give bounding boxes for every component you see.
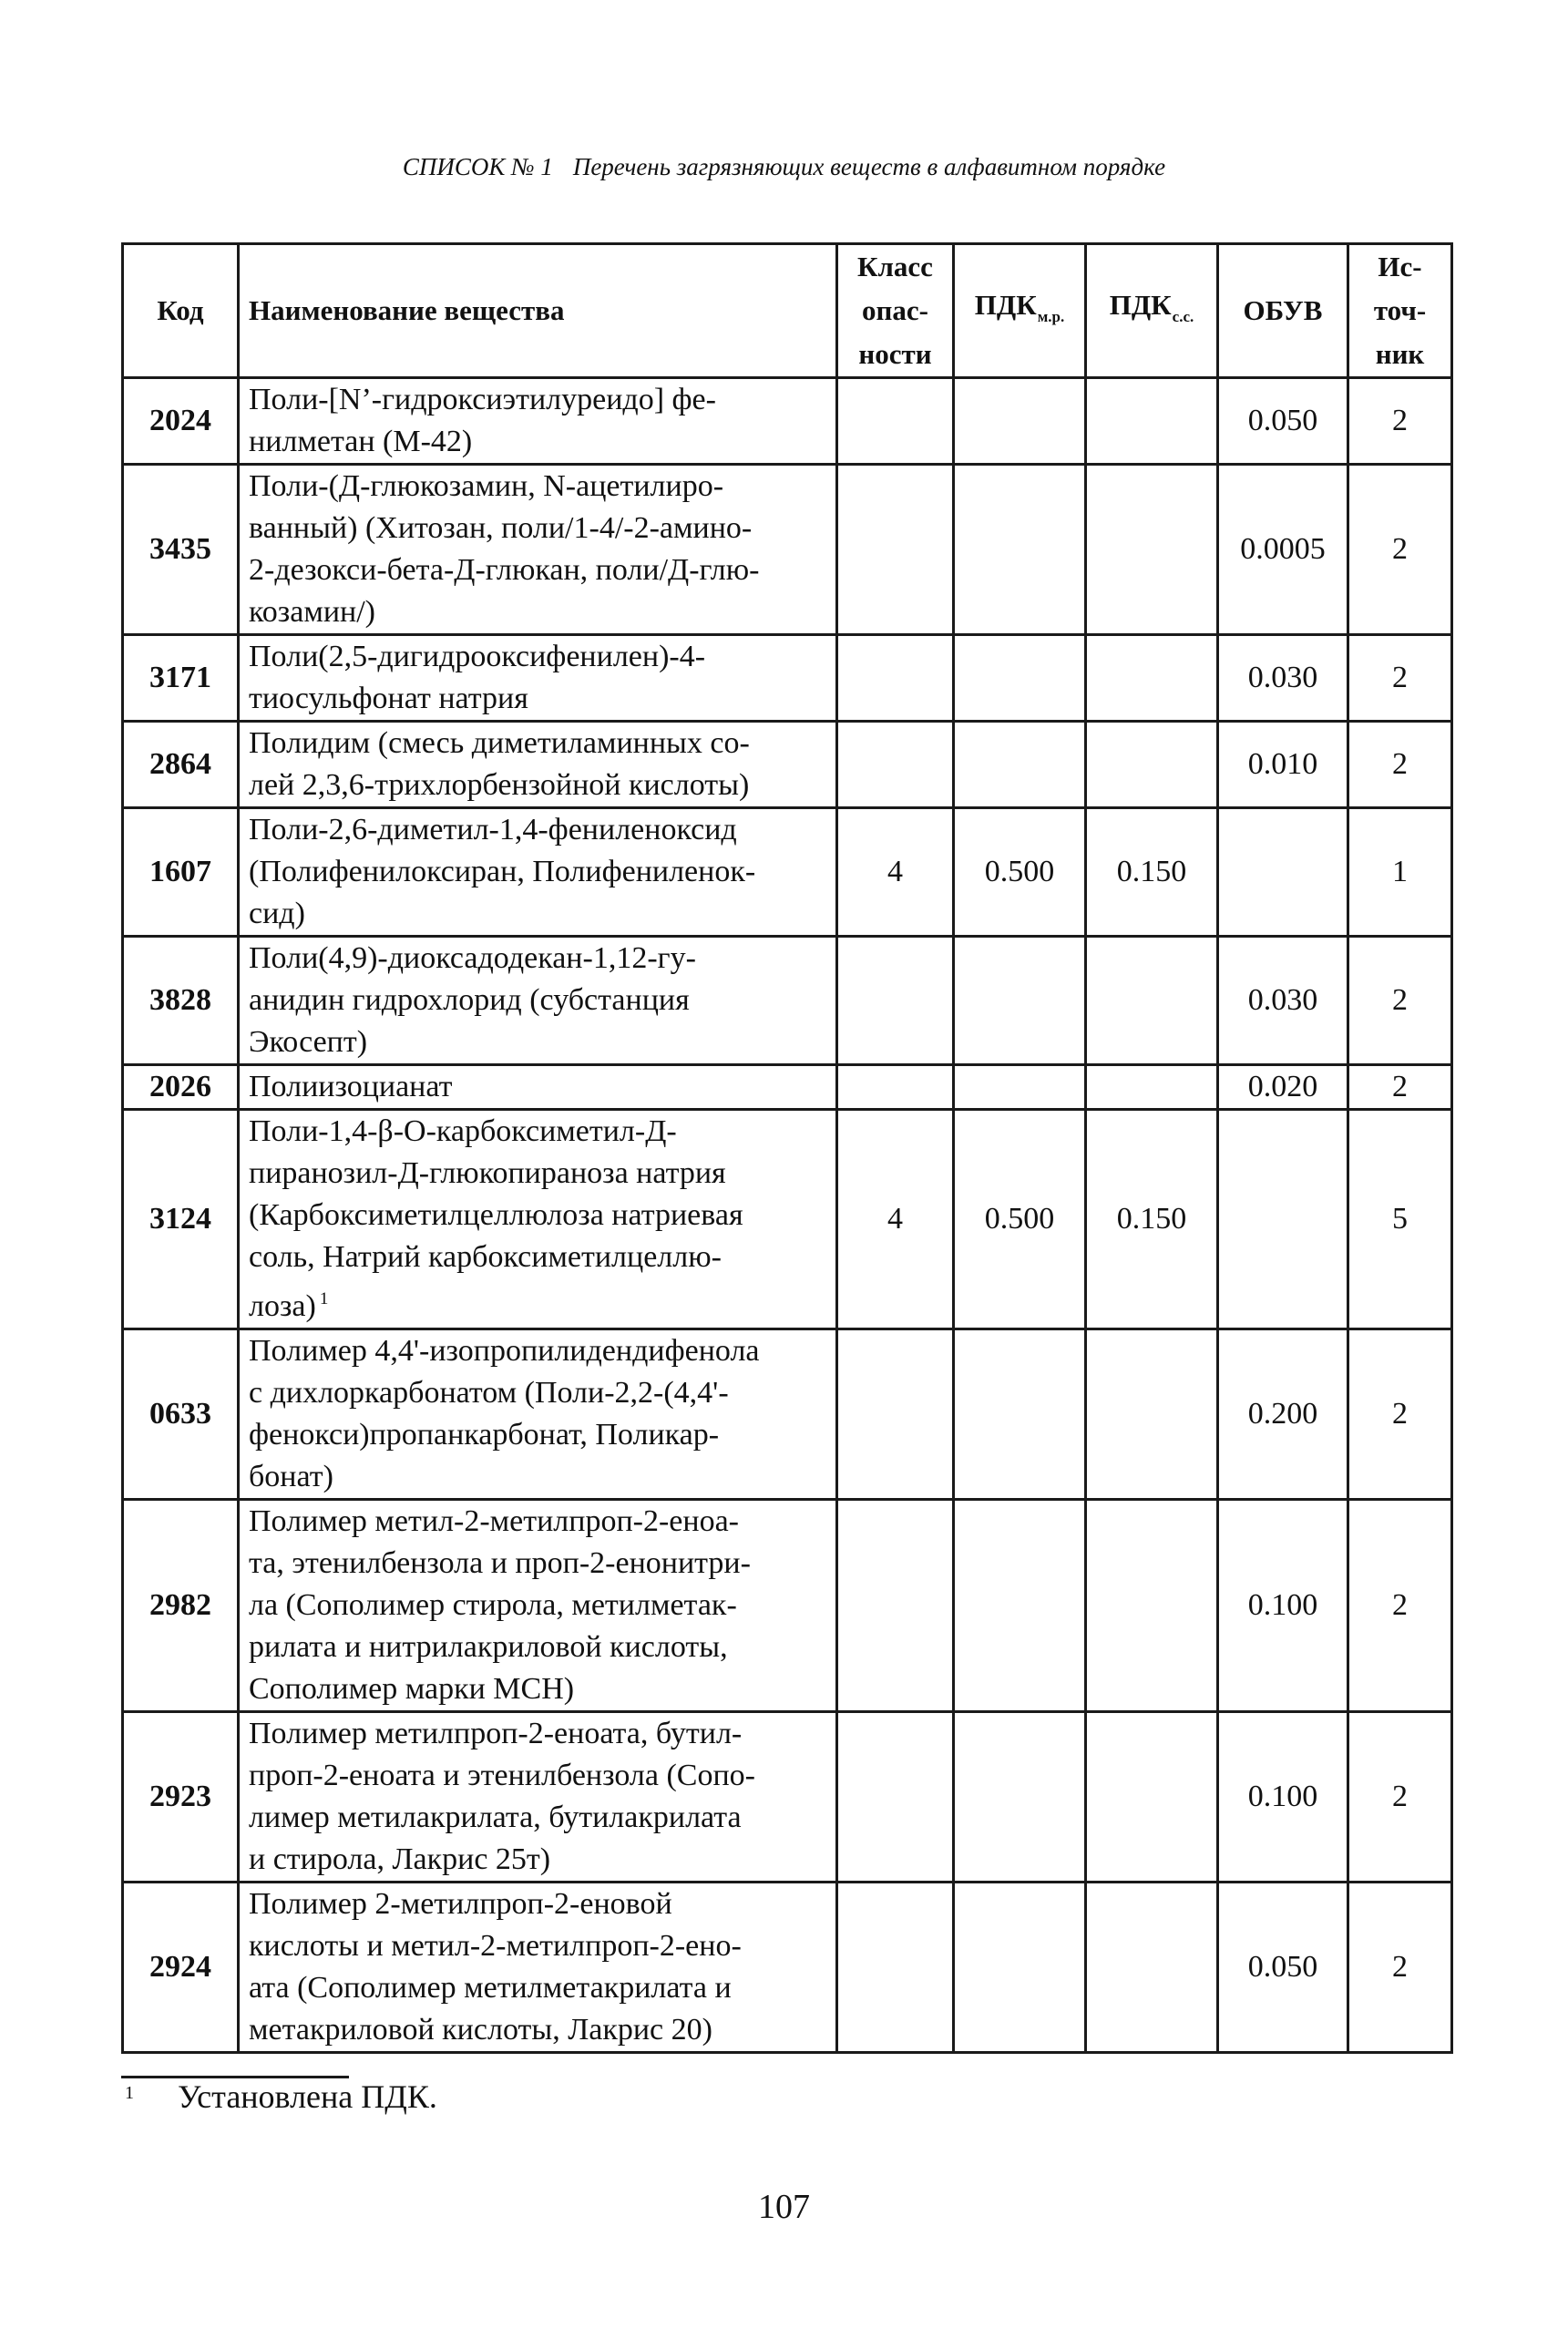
- substance-name-line: лимер метилакрилата, бутилакрилата: [249, 1801, 742, 1834]
- substance-name-line: Поли(2,5-дигидрооксифенилен)-4-: [249, 640, 706, 673]
- substance-name: [239, 722, 837, 808]
- table-row: [123, 378, 1452, 465]
- pdk-ss-value: [1086, 1712, 1218, 1883]
- obuv-value: [1218, 808, 1348, 937]
- substance-name-line: бонат): [249, 1460, 333, 1493]
- substance-name: [239, 635, 837, 722]
- pdk-ss-value: [1086, 1500, 1218, 1712]
- hazard-class: [837, 937, 954, 1065]
- col-header-source: Ис- точ- ник: [1348, 244, 1452, 378]
- pdk-mr-value: [954, 1065, 1086, 1110]
- substance-code: 2982: [123, 1500, 239, 1712]
- substance-name-line: проп-2-еноата и этенилбензола (Сопо-: [249, 1759, 755, 1792]
- substance-name: [239, 1712, 837, 1883]
- page-number: 107: [758, 2188, 810, 2226]
- substance-name-line: нилметан (М-42): [249, 425, 473, 458]
- substance-name-line: Полимер 4,4'-изопропилидендифенола: [249, 1334, 760, 1368]
- obuv-value: 0.200: [1218, 1329, 1348, 1500]
- substance-code: 1607: [123, 808, 239, 937]
- obuv-value: 0.050: [1218, 378, 1348, 465]
- pdk-mr-value: [954, 635, 1086, 722]
- pdk-mr-value: 0.500: [954, 1110, 1086, 1329]
- table-body: [123, 378, 1452, 2053]
- substance-name: [239, 808, 837, 937]
- substance-name-line: Полимер метилпроп-2-еноата, бутил-: [249, 1717, 743, 1750]
- pdk-ss-value: [1086, 635, 1218, 722]
- substance-name-line: с дихлоркарбонатом (Поли-2,2-(4,4'-: [249, 1376, 729, 1410]
- substance-name-line: Полимер 2-метилпроп-2-еновой: [249, 1887, 672, 1921]
- substance-name-line: ата (Сополимер метилметакрилата и: [249, 1971, 732, 2005]
- substance-name: [239, 1500, 837, 1712]
- list-title: Перечень загрязняющих веществ в алфавитном порядке: [572, 153, 1166, 180]
- pdk-ss-value: [1086, 1329, 1218, 1500]
- col-header-obuv: ОБУВ: [1218, 244, 1348, 378]
- substance-name-line: 2-дезокси-бета-Д-глюкан, поли/Д-глю-: [249, 553, 760, 587]
- obuv-value: 0.050: [1218, 1883, 1348, 2053]
- substance-code: 2924: [123, 1883, 239, 2053]
- substance-name-line: ванный) (Хитозан, поли/1-4/-2-амино-: [249, 511, 753, 545]
- source-value: 2: [1348, 465, 1452, 635]
- hazard-class: [837, 465, 954, 635]
- substance-name-line: рилата и нитрилакриловой кислоты,: [249, 1630, 728, 1664]
- table-row: [123, 937, 1452, 1065]
- pdk-mr-value: [954, 937, 1086, 1065]
- hazard-class: [837, 1500, 954, 1712]
- col-header-name: Наименование вещества: [239, 244, 837, 378]
- table-row: [123, 1500, 1452, 1712]
- footnote-reference: 1: [319, 1289, 329, 1308]
- hazard-class: [837, 1329, 954, 1500]
- col-header-pdk-ss: $ПДК_{с.с.}$: [1086, 244, 1218, 378]
- hazard-class: [837, 635, 954, 722]
- source-value: 2: [1348, 1712, 1452, 1883]
- source-value: 2: [1348, 1065, 1452, 1110]
- pdk-mr-value: [954, 378, 1086, 465]
- source-value: 2: [1348, 378, 1452, 465]
- substance-name-line: Поли(4,9)-диоксадодекан-1,12-гу-: [249, 941, 696, 975]
- substance-name-line: (Карбоксиметилцеллюлоза натриевая: [249, 1198, 743, 1232]
- col-header-class: Класс опас- ности: [837, 244, 954, 378]
- substance-name-line: пиранозил-Д-глюкопираноза натрия: [249, 1156, 726, 1190]
- substance-name-line: (Полифенилоксиран, Полифениленок-: [249, 855, 756, 888]
- substance-name-line: ла (Сополимер стирола, метилметак-: [249, 1588, 737, 1622]
- source-value: 2: [1348, 635, 1452, 722]
- source-value: 1: [1348, 808, 1452, 937]
- substance-name: [239, 1065, 837, 1110]
- substance-name-line: Экосепт): [249, 1025, 368, 1059]
- pdk-mr-value: [954, 1329, 1086, 1500]
- hazard-class: 4: [837, 1110, 954, 1329]
- substance-code: 0633: [123, 1329, 239, 1500]
- source-value: 2: [1348, 1500, 1452, 1712]
- table-row: [123, 1883, 1452, 2053]
- pdk-mr-value: [954, 465, 1086, 635]
- substance-name-line: кислоты и метил-2-метилпроп-2-ено-: [249, 1929, 742, 1963]
- substance-name-line: анидин гидрохлорид (субстанция: [249, 983, 690, 1017]
- source-value: 2: [1348, 722, 1452, 808]
- table-row: [123, 1065, 1452, 1110]
- substance-name-line: Поли-[N’-гидроксиэтилуреидо] фе-: [249, 383, 716, 416]
- table-row: [123, 635, 1452, 722]
- substance-name-line: Сополимер марки МСН): [249, 1672, 575, 1706]
- substance-name-line: соль, Натрий карбоксиметилцеллю-: [249, 1240, 722, 1274]
- pdk-ss-value: [1086, 1883, 1218, 2053]
- list-number: СПИСОК № 1: [402, 153, 553, 180]
- source-value: 2: [1348, 1883, 1452, 2053]
- substance-name-line: Полиизоцианат: [249, 1070, 453, 1103]
- substance-name-line: тиосульфонат натрия: [249, 682, 528, 715]
- hazard-class: [837, 1065, 954, 1110]
- substance-name-line: Полидим (смесь диметиламинных со-: [249, 726, 750, 760]
- substance-name-line: лей 2,3,6-трихлорбензойной кислоты): [249, 768, 750, 802]
- substance-code: 2024: [123, 378, 239, 465]
- substance-name-line: Поли-(Д-глюкозамин, N-ацетилиро-: [249, 469, 724, 503]
- pdk-mr-value: [954, 1712, 1086, 1883]
- substance-name: [239, 1329, 837, 1500]
- substance-code: 2026: [123, 1065, 239, 1110]
- pdk-ss-value: [1086, 722, 1218, 808]
- source-value: 5: [1348, 1110, 1452, 1329]
- source-value: 2: [1348, 1329, 1452, 1500]
- pdk-mr-value: [954, 1883, 1086, 2053]
- table-row: [123, 465, 1452, 635]
- substances-table: [121, 242, 1453, 2054]
- table-row: [123, 808, 1452, 937]
- pdk-ss-value: [1086, 1065, 1218, 1110]
- substance-code: 3124: [123, 1110, 239, 1329]
- substance-name-line: козамин/): [249, 595, 375, 629]
- substance-code: 3171: [123, 635, 239, 722]
- footnote-text: Установлена ПДК.: [178, 2078, 437, 2115]
- substance-name: [239, 937, 837, 1065]
- pdk-ss-value: 0.150: [1086, 808, 1218, 937]
- hazard-class: 4: [837, 808, 954, 937]
- pdk-mr-value: [954, 1500, 1086, 1712]
- substance-name-line: метакриловой кислоты, Лакрис 20): [249, 2013, 712, 2047]
- hazard-class: [837, 378, 954, 465]
- obuv-value: 0.100: [1218, 1712, 1348, 1883]
- pdk-ss-value: [1086, 378, 1218, 465]
- substance-name-line: и стирола, Лакрис 25т): [249, 1842, 551, 1876]
- obuv-value: 0.030: [1218, 635, 1348, 722]
- substance-name: [239, 1110, 837, 1329]
- table-row: [123, 722, 1452, 808]
- table-row: [123, 1329, 1452, 1500]
- pdk-ss-value: [1086, 937, 1218, 1065]
- substance-name-line: сид): [249, 897, 305, 930]
- obuv-value: 0.020: [1218, 1065, 1348, 1110]
- footnote-mark: 1: [125, 2083, 134, 2103]
- pdk-ss-value: [1086, 465, 1218, 635]
- page-header: [0, 153, 1568, 181]
- substance-name: [239, 465, 837, 635]
- substance-name-line: Поли-2,6-диметил-1,4-фениленоксид: [249, 813, 737, 846]
- obuv-value: [1218, 1110, 1348, 1329]
- table-row: [123, 1110, 1452, 1329]
- hazard-class: [837, 722, 954, 808]
- substance-code: 2864: [123, 722, 239, 808]
- substance-code: 2923: [123, 1712, 239, 1883]
- substance-name: [239, 1883, 837, 2053]
- substance-code: 3435: [123, 465, 239, 635]
- pdk-mr-value: [954, 722, 1086, 808]
- substance-name-line: Полимер метил-2-метилпроп-2-еноа-: [249, 1504, 740, 1538]
- table-header-row: [123, 244, 1452, 378]
- obuv-value: 0.030: [1218, 937, 1348, 1065]
- obuv-value: 0.0005: [1218, 465, 1348, 635]
- obuv-value: 0.010: [1218, 722, 1348, 808]
- substance-name-line: фенокси)пропанкарбонат, Поликар-: [249, 1418, 720, 1452]
- substance-name: [239, 378, 837, 465]
- table-row: [123, 1712, 1452, 1883]
- col-header-pdk-mr: $ПДК_{м.р.}$: [954, 244, 1086, 378]
- col-header-code: Код: [123, 244, 239, 378]
- substance-name-line: та, этенилбензола и проп-2-енонитри-: [249, 1546, 751, 1580]
- hazard-class: [837, 1712, 954, 1883]
- substance-name-line: Поли-1,4-β-О-карбоксиметил-Д-: [249, 1114, 677, 1148]
- substance-name-line: лоза): [249, 1289, 316, 1323]
- pdk-mr-value: 0.500: [954, 808, 1086, 937]
- substance-code: 3828: [123, 937, 239, 1065]
- pdk-ss-value: 0.150: [1086, 1110, 1218, 1329]
- hazard-class: [837, 1883, 954, 2053]
- obuv-value: 0.100: [1218, 1500, 1348, 1712]
- source-value: 2: [1348, 937, 1452, 1065]
